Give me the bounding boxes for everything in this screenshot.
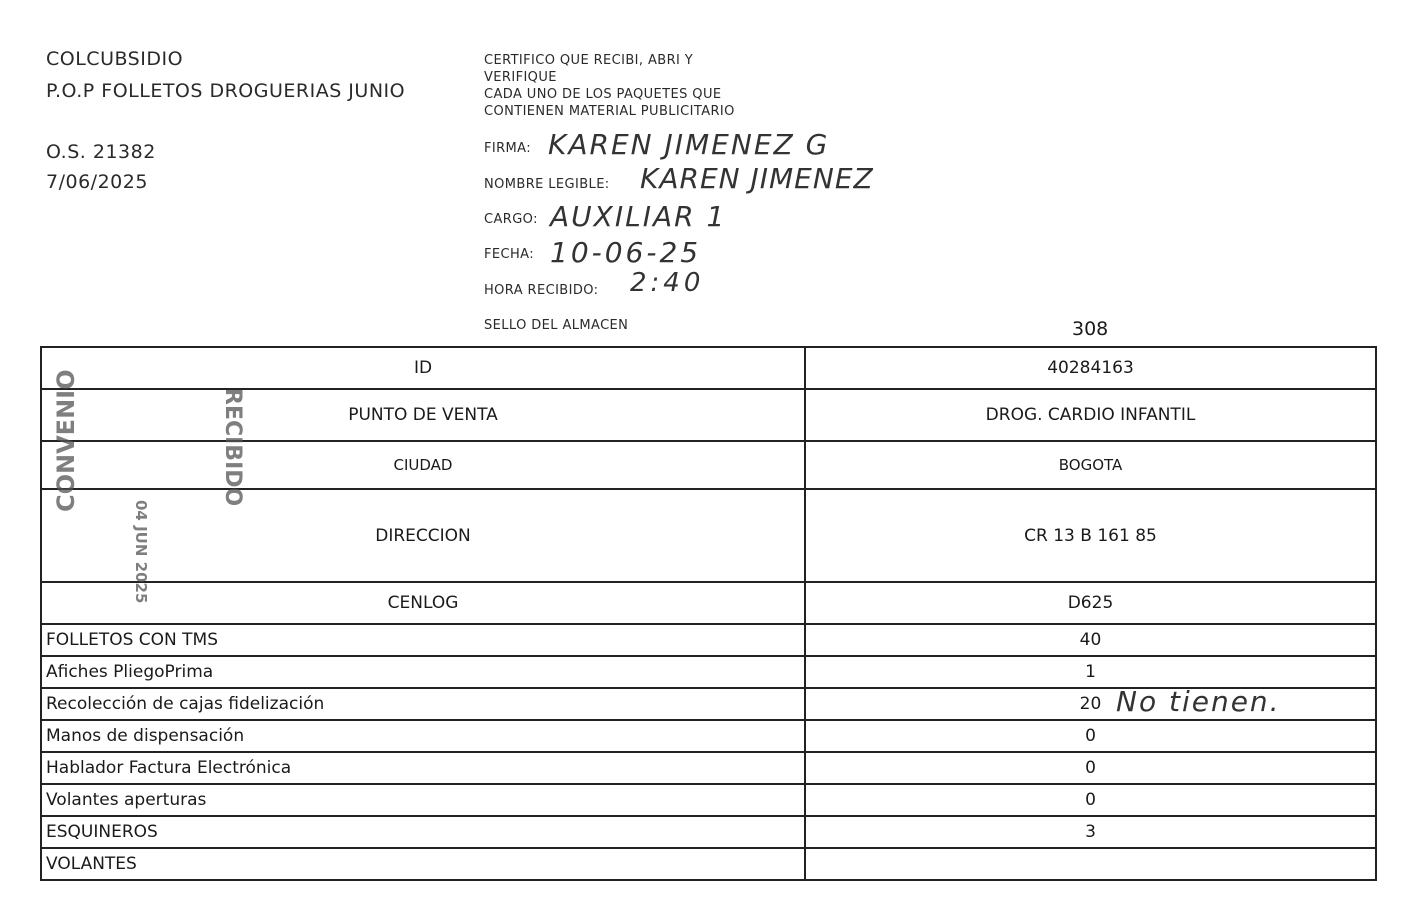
item-value: 3: [805, 816, 1376, 848]
table-row: [41, 720, 1376, 752]
nombre-value: KAREN JIMENEZ: [640, 162, 874, 195]
row-label-ciudad: CIUDAD: [41, 441, 805, 489]
item-value: 0: [805, 784, 1376, 816]
cargo-label: CARGO:: [484, 212, 538, 227]
item-label: Afiches PliegoPrima: [41, 656, 805, 688]
item-label: Hablador Factura Electrónica: [41, 752, 805, 784]
stamp-line-2: 04 JUN 2025: [132, 500, 150, 604]
table-row: [41, 848, 1376, 880]
certification-text: [484, 52, 735, 120]
cargo-value: AUXILIAR 1: [550, 200, 727, 233]
table-row: [41, 784, 1376, 816]
item-value: 40: [805, 624, 1376, 656]
nombre-label: NOMBRE LEGIBLE:: [484, 177, 610, 192]
hora-label: HORA RECIBIDO:: [484, 283, 599, 298]
cert-line-4: CONTIENEN MATERIAL PUBLICITARIO: [484, 104, 735, 119]
table-row: [41, 582, 1376, 624]
fecha-label: FECHA:: [484, 247, 534, 262]
item-value-cell: [805, 685, 1376, 720]
table-row: [41, 816, 1376, 848]
row-label-cenlog: CENLOG: [41, 582, 805, 624]
cert-line-3: CADA UNO DE LOS PAQUETES QUE: [484, 87, 722, 102]
item-label: FOLLETOS CON TMS: [41, 624, 805, 656]
row-value-id: 40284163: [805, 347, 1376, 389]
stamp-line-1: CONVENIO: [52, 369, 80, 512]
row-label-punto: PUNTO DE VENTA: [41, 389, 805, 441]
item-label: ESQUINEROS: [41, 816, 805, 848]
item-value: 1: [805, 656, 1376, 688]
table-row: [41, 688, 1376, 720]
sello-label: SELLO DEL ALMACEN: [484, 318, 629, 333]
row-value-cenlog: D625: [805, 582, 1376, 624]
item-value: 0: [805, 752, 1376, 784]
hora-value: 2:40: [630, 268, 705, 298]
row-label-direccion: DIRECCION: [41, 489, 805, 582]
item-label: Recolección de cajas fidelización: [41, 688, 805, 720]
handwritten-note: No tienen.: [1116, 685, 1281, 718]
row-value-ciudad: BOGOTA: [805, 441, 1376, 489]
document-date: 7/06/2025: [46, 171, 148, 193]
table-row: [41, 347, 1376, 389]
item-value: [805, 848, 1376, 880]
row-label-id: ID: [41, 347, 805, 389]
table-row: [41, 624, 1376, 656]
fecha-value: 10-06-25: [550, 236, 702, 269]
document-title: P.O.P FOLLETOS DROGUERIAS JUNIO: [46, 80, 406, 102]
page-number-308: 308: [1072, 318, 1109, 340]
table-row: [41, 752, 1376, 784]
row-value-punto: DROG. CARDIO INFANTIL: [805, 389, 1376, 441]
stamp-line-3: RECIBIDO: [220, 388, 245, 507]
row-value-direccion: CR 13 B 161 85: [805, 489, 1376, 582]
cert-line-1: CERTIFICO QUE RECIBI, ABRI Y: [484, 53, 694, 68]
cert-line-2: VERIFIQUE: [484, 70, 557, 85]
item-value: 20: [1079, 694, 1102, 714]
firma-signature: KAREN JIMENEZ G: [548, 128, 830, 161]
item-label: Manos de dispensación: [41, 720, 805, 752]
company-name: COLCUBSIDIO: [46, 48, 184, 70]
table-row: [41, 656, 1376, 688]
order-number: O.S. 21382: [46, 141, 156, 163]
item-value: 0: [805, 720, 1376, 752]
item-label: Volantes aperturas: [41, 784, 805, 816]
firma-label: FIRMA:: [484, 141, 532, 156]
item-label: VOLANTES: [41, 848, 805, 880]
